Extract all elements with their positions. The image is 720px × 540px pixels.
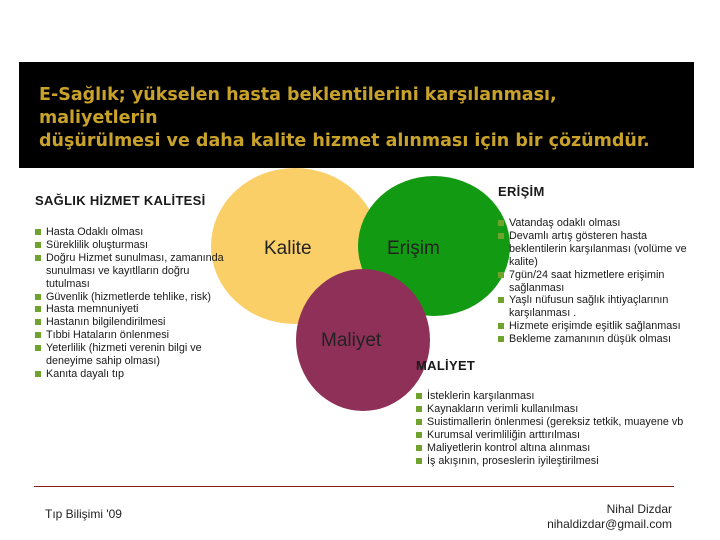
erisim-label: Erişim	[387, 238, 440, 259]
list-item: Doğru Hizmet sunulması, zamanında sunulması ve kayıtlların doğru tutulması	[35, 252, 225, 291]
author-email: nihaldizdar@gmail.com	[547, 517, 672, 531]
bullet-icon	[35, 319, 41, 325]
list-item: Hasta Odaklı olması	[35, 226, 225, 239]
kalite-label: Kalite	[264, 238, 312, 259]
footer-author	[547, 502, 672, 532]
list-item: Bekleme zamanının düşük olması	[498, 333, 688, 346]
access-title: ERİŞİM	[498, 184, 545, 199]
slide-title	[39, 84, 679, 153]
bullet-icon	[416, 406, 422, 412]
title-line-2: düşürülmesi ve daha kalite hizmet alınması için bir çözümdür.	[39, 131, 650, 151]
bullet-icon	[498, 233, 504, 239]
list-item: Süreklilik oluşturması	[35, 239, 225, 252]
bullet-icon	[416, 393, 422, 399]
list-item: Maliyetlerin kontrol altına alınması	[416, 442, 692, 455]
bullet-icon	[416, 419, 422, 425]
footer-event: Tıp Bilişimi '09	[45, 507, 122, 521]
bullet-icon	[416, 432, 422, 438]
author-name: Nihal Dizdar	[606, 502, 672, 516]
bullet-icon	[35, 229, 41, 235]
bullet-icon	[498, 336, 504, 342]
list-item: 7gün/24 saat hizmetlere erişimin sağlanması	[498, 269, 688, 295]
cost-title: MALİYET	[416, 358, 476, 373]
bullet-icon	[498, 297, 504, 303]
list-item: Kaynakların verimli kullanılması	[416, 403, 692, 416]
list-item: Kurumsal verimliliğin arttırılması	[416, 429, 692, 442]
list-item: Hastanın bilgilendirilmesi	[35, 316, 225, 329]
list-item: Güvenlik (hizmetlerde tehlike, risk)	[35, 291, 225, 304]
list-item: Suistimallerin önlenmesi (gereksiz tetkik, muayene vb	[416, 416, 692, 429]
list-item: Vatandaş odaklı olması	[498, 217, 688, 230]
list-item: Devamlı artış gösteren hasta beklentilerin karşılanması (volüme ve kalite)	[498, 230, 688, 269]
bullet-icon	[35, 255, 41, 261]
bullet-icon	[35, 345, 41, 351]
bullet-icon	[35, 332, 41, 338]
quality-list	[35, 226, 225, 381]
access-list	[498, 217, 688, 346]
title-banner	[19, 62, 694, 168]
bullet-icon	[35, 294, 41, 300]
cost-list	[416, 390, 692, 467]
quality-title: SAĞLIK HİZMET KALİTESİ	[35, 193, 206, 208]
bullet-icon	[498, 323, 504, 329]
list-item: Kanıta dayalı tıp	[35, 368, 225, 381]
list-item: Tıbbi Hataların önlenmesi	[35, 329, 225, 342]
footer-divider	[34, 486, 674, 487]
list-item: Yaşlı nüfusun sağlık ihtiyaçlarının karşılanması .	[498, 294, 688, 320]
bullet-icon	[35, 371, 41, 377]
bullet-icon	[35, 306, 41, 312]
list-item: Hizmete erişimde eşitlik sağlanması	[498, 320, 688, 333]
maliyet-label: Maliyet	[321, 330, 382, 351]
bullet-icon	[416, 445, 422, 451]
list-item: Yeterlilik (hizmeti verenin bilgi ve deneyime sahip olması)	[35, 342, 225, 368]
bullet-icon	[498, 220, 504, 226]
list-item: İş akışının, proseslerin iyileştirilmesi	[416, 455, 692, 468]
bullet-icon	[35, 242, 41, 248]
bullet-icon	[416, 458, 422, 464]
content-panel	[19, 168, 694, 488]
title-line-1: E-Sağlık; yükselen hasta beklentilerini karşılanması, maliyetlerin	[39, 85, 557, 128]
list-item: İsteklerin karşılanması	[416, 390, 692, 403]
list-item: Hasta memnuniyeti	[35, 303, 225, 316]
bullet-icon	[498, 272, 504, 278]
